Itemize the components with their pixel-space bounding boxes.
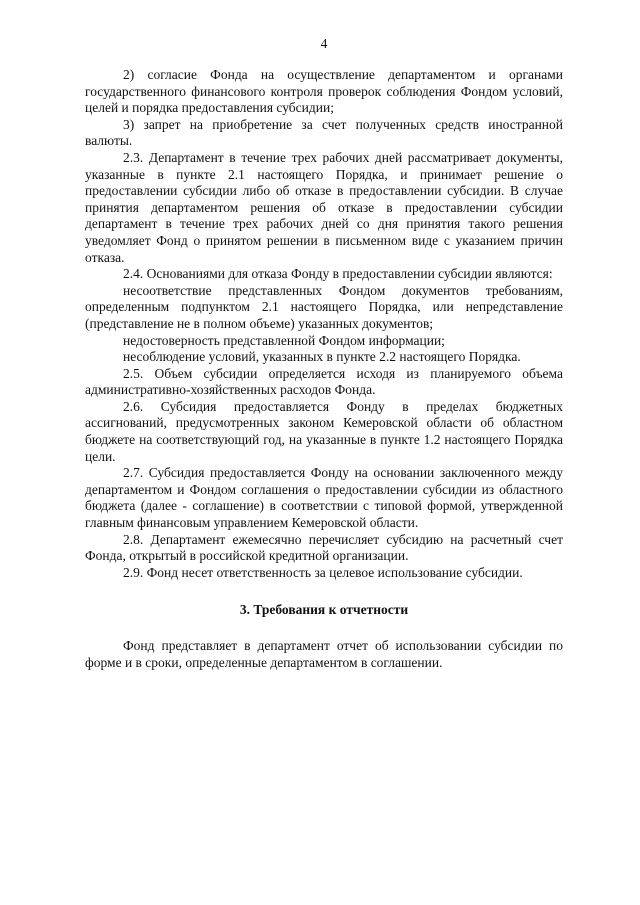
document-body xyxy=(85,67,563,671)
paragraph-2-5: 2.5. Объем субсидии определяется исходя из планируемого объема административно-хозяйственных расходов Фонда. xyxy=(85,365,563,398)
paragraph-consent-control: 2) согласие Фонда на осуществление департаментом и органами государственного финансового контроля проверок соблюдения Фондом условий, целей и порядка предоставления субсидии; xyxy=(85,67,563,116)
paragraph-2-3: 2.3. Департамент в течение трех рабочих дней рассматривает документы, указанные в пункте 2.1 настоящего Порядка, и принимает решение о предоставлении субсидии либо об отказе в предоставлении субсидии. В случае принятия департаментом решения об отказе в предоставлении субсидии департамент в течение трех рабочих дней со дня принятия такого решения уведомляет Фонд о принятом решении в письменном виде с указанием причин отказа. xyxy=(85,149,563,265)
paragraph-2-6: 2.6. Субсидия предоставляется Фонду в пределах бюджетных ассигнований, предусмотренных законом Кемеровской области об областном бюджете на соответствующий год, на указанные в пункте 1.2 настоящего Порядка цели. xyxy=(85,398,563,464)
paragraph-2-4-reason-1: несоответствие представленных Фондом документов требованиям, определенным подпунктом 2.1 настоящего Порядка, или непредставление (представление не в полном объеме) указанных документов; xyxy=(85,282,563,331)
paragraph-currency-ban: 3) запрет на приобретение за счет полученных средств иностранной валюты. xyxy=(85,116,563,149)
paragraph-2-4-reason-3: несоблюдение условий, указанных в пункте 2.2 настоящего Порядка. xyxy=(123,349,521,365)
paragraph-2-9: 2.9. Фонд несет ответственность за целевое использование субсидии. xyxy=(123,564,523,580)
section-3-heading: 3. Требования к отчетности xyxy=(239,602,409,618)
page-number: 4 xyxy=(320,36,328,51)
paragraph-section-3: Фонд представляет в департамент отчет об использовании субсидии по форме и в сроки, определенные департаментом в соглашении. xyxy=(85,638,563,670)
paragraph-2-4-reason-2: недостоверность представленной Фондом информации; xyxy=(123,332,445,348)
paragraph-2-4: 2.4. Основаниями для отказа Фонду в предоставлении субсидии являются: xyxy=(123,266,553,282)
paragraph-2-8: 2.8. Департамент ежемесячно перечисляет субсидию на расчетный счет Фонда, открытый в российской кредитной организации. xyxy=(85,531,563,564)
paragraph-2-7: 2.7. Субсидия предоставляется Фонду на основании заключенного между департаментом и Фондом соглашения о предоставлении субсидии из областного бюджета (далее - соглашение) в соответствии с типовой формой, утвержденной главным финансовым управлением Кемеровской области. xyxy=(85,465,563,531)
